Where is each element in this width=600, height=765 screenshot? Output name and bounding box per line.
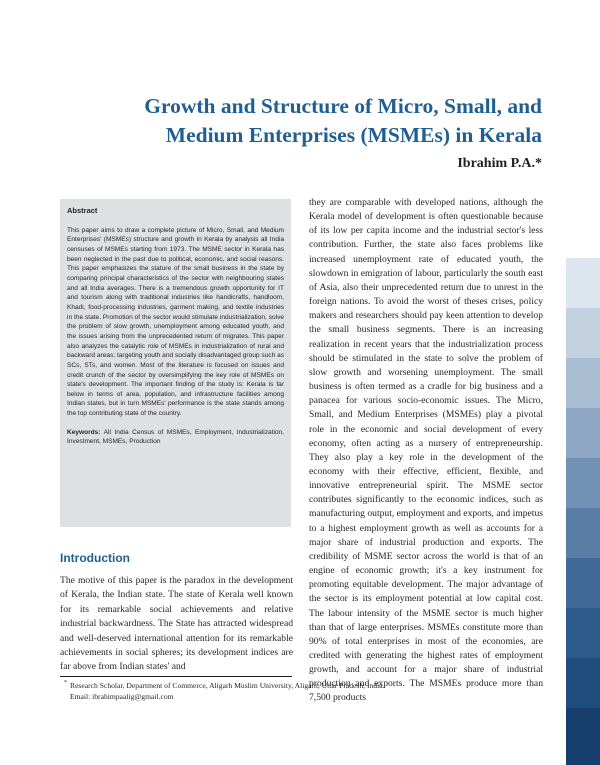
footnote xyxy=(64,680,550,702)
footnote-affiliation: Research Scholar, Department of Commerce, Aligarh Muslim University, Aligarh, Uttar Pradesh, India. xyxy=(70,681,385,690)
keywords xyxy=(67,428,284,447)
introduction-body: The motive of this paper is the paradox in the development of Kerala, the Indian state. The state of Kerala well known for its remarkable social achievements and relative industrial backwardness. The State has attracted widespread and well-deserved international attention for its remarkable achievements in social spheres; its development indices are far above from Indian states' and xyxy=(60,575,293,673)
abstract-heading: Abstract xyxy=(67,206,98,215)
sidebar-band-4 xyxy=(566,408,600,458)
sidebar-band-7 xyxy=(566,558,600,608)
footnote-mark: * xyxy=(64,680,67,686)
sidebar-band-9 xyxy=(566,658,600,708)
decorative-sidebar xyxy=(566,0,600,765)
keywords-label: Keywords: xyxy=(67,428,101,436)
author-name: Ibrahim P.A.* xyxy=(457,156,542,171)
sidebar-band-8 xyxy=(566,608,600,658)
footnote-divider xyxy=(60,676,292,677)
abstract-box xyxy=(60,199,291,527)
keywords-list: All India Census of MSMEs, Employment, Industrialization, Investment, MSMEs, Production xyxy=(67,428,284,446)
paper-title: Growth and Structure of Micro, Small, and Medium Enterprises (MSMEs) in Kerala xyxy=(144,94,542,147)
sidebar-band-1 xyxy=(566,258,600,308)
sidebar-band-6 xyxy=(566,508,600,558)
abstract-body: This paper aims to draw a complete picture of Micro, Small, and Medium Enterprises' (MSMEs) structure and growth in Kerala by analysis all India censuses of MSMEs starting from 1973. The MSME sector in Kerala has been neglected in the past due to political, economic, and social reasons. This paper emphasizes the stature of the small business in the state by comparing principal characteristics of the sector with neighbouring states and all India averages. There is a tremendous growth opportunity for IT and tourism along with traditional industries like handicrafts, handloom, Khadi, food-processing industries, garment making, and textile industries in the state. Promotion of the sector would stimulate industrialization, solve the problem of slow growth, unemployment among educated youth, and the issues arising from the unprecedented return of migrates. This paper also analyzes the catalytic role of MSMEs in industrialization of rural and backward areas; targeting youth and socially disadvantaged group such as SCs, STs, and women. Most of the literature is focused on issues and credit crunch of the sector by oversimplifying the key role of MSMEs on state's development. The important finding of the study is: Kerala is far below in terms of area, population, and infrastructure facilities among Indian states, but in turn MSMEs' performance is the state stands among the top contributing state of the country. xyxy=(67,226,284,418)
introduction-heading: Introduction xyxy=(60,551,130,565)
sidebar-band-10 xyxy=(566,708,600,765)
sidebar-band-2 xyxy=(566,308,600,358)
sidebar-band-3 xyxy=(566,358,600,408)
footnote-email: Email: ibrahimpaalig@gmail.com xyxy=(70,692,174,701)
right-column-body: they are comparable with developed nations, although the Kerala model of development is often questionable because of its low per capita income and the industrial sector's less contribution. Further, the state also faces problems like increased unemployment rate of educated youth, the slowdown in emigration of labour, particularly the south east of Asia, also their unprecedented return due to unrest in the foreign nations. To avoid the worst of theses crises, policy makers and researchers should pay keen attention to develop the small business segments. There is an increasing realization in recent years that the industrialization process should be stimulated in the state to solve the problem of slow growth and worsening unemployment. The small business is often termed as a cradle for big business and a panacea for various socio-economic issues. The Micro, Small, and Medium Enterprises (MSMEs) play a pivotal role in the economic and social development of every economy, often acting as a nursery of entrepreneurship. They also play a key role in the development of the economy with their effective, efficient, flexible, and innovative entrepreneurial spirit. The MSME sector contributes significantly to the economic indices, such as manufacturing output, employment and exports, and impetus to a highest employment growth as well as accounts for a major share of industrial production and exports. The credibility of MSME sector across the world is that of an engine of economic growth; it's a key instrument for promoting equitable development. The major advantage of the sector is its employment potential at low capital cost. The labour intensity of the MSME sector is much higher than that of large enterprises. MSMEs constitute more than 90% of total enterprises in most of the economies, are credited with generating the highest rates of employment growth, and account for a major share of industrial production and exports. The MSMEs produce more than 7,500 products xyxy=(309,197,543,704)
sidebar-band-5 xyxy=(566,458,600,508)
